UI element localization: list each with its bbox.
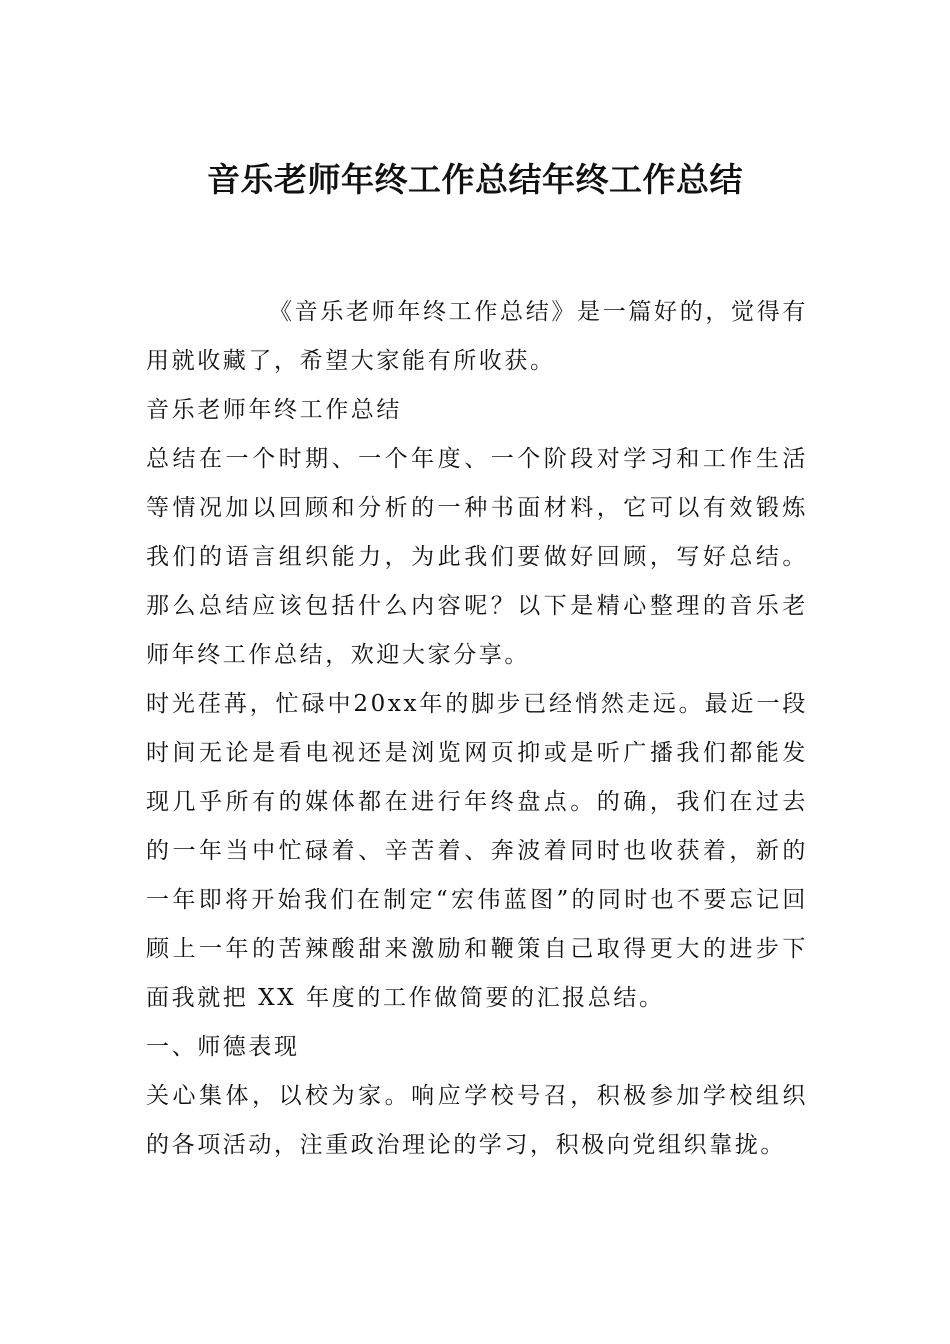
body-paragraph: 时光荏苒，忙碌中20xx年的脚步已经悄然走远。最近一段时间无论是看电视还是浏览网页抑或是听广播我们都能发现几乎所有的媒体都在进行年终盘点。的确，我们在过去的一年当中忙碌着、辛苦着、奔波着同时也收获着，新的一年即将开始我们在制定“宏伟蓝图”的同时也不要忘记回顾上一年的苦辣酸甜来激励和鞭策自己取得更大的进步下面我就把 XX 年度的工作做简要的汇报总结。: [146, 691, 808, 1011]
section-heading: 一、师德表现: [146, 1034, 300, 1060]
body-paragraph: 总结在一个时期、一个年度、一个阶段对学习和工作生活等情况加以回顾和分析的一种书面材料，它可以有效锻炼我们的语言组织能力，为此我们要做好回顾，写好总结。那么总结应该包括什么内容呢？以下是精心整理的音乐老师年终工作总结，欢迎大家分享。: [146, 446, 808, 668]
document-body: [146, 288, 808, 1170]
body-paragraph: 关心集体，以校为家。响应学校号召，积极参加学校组织的各项活动，注重政治理论的学习，积极向党组织靠拢。: [146, 1083, 808, 1158]
intro-paragraph: 《音乐老师年终工作总结》是一篇好的，觉得有用就收藏了，希望大家能有所收获。: [146, 299, 808, 374]
subtitle-paragraph: 音乐老师年终工作总结: [146, 397, 402, 423]
document-title: 音乐老师年终工作总结年终工作总结: [207, 160, 743, 199]
